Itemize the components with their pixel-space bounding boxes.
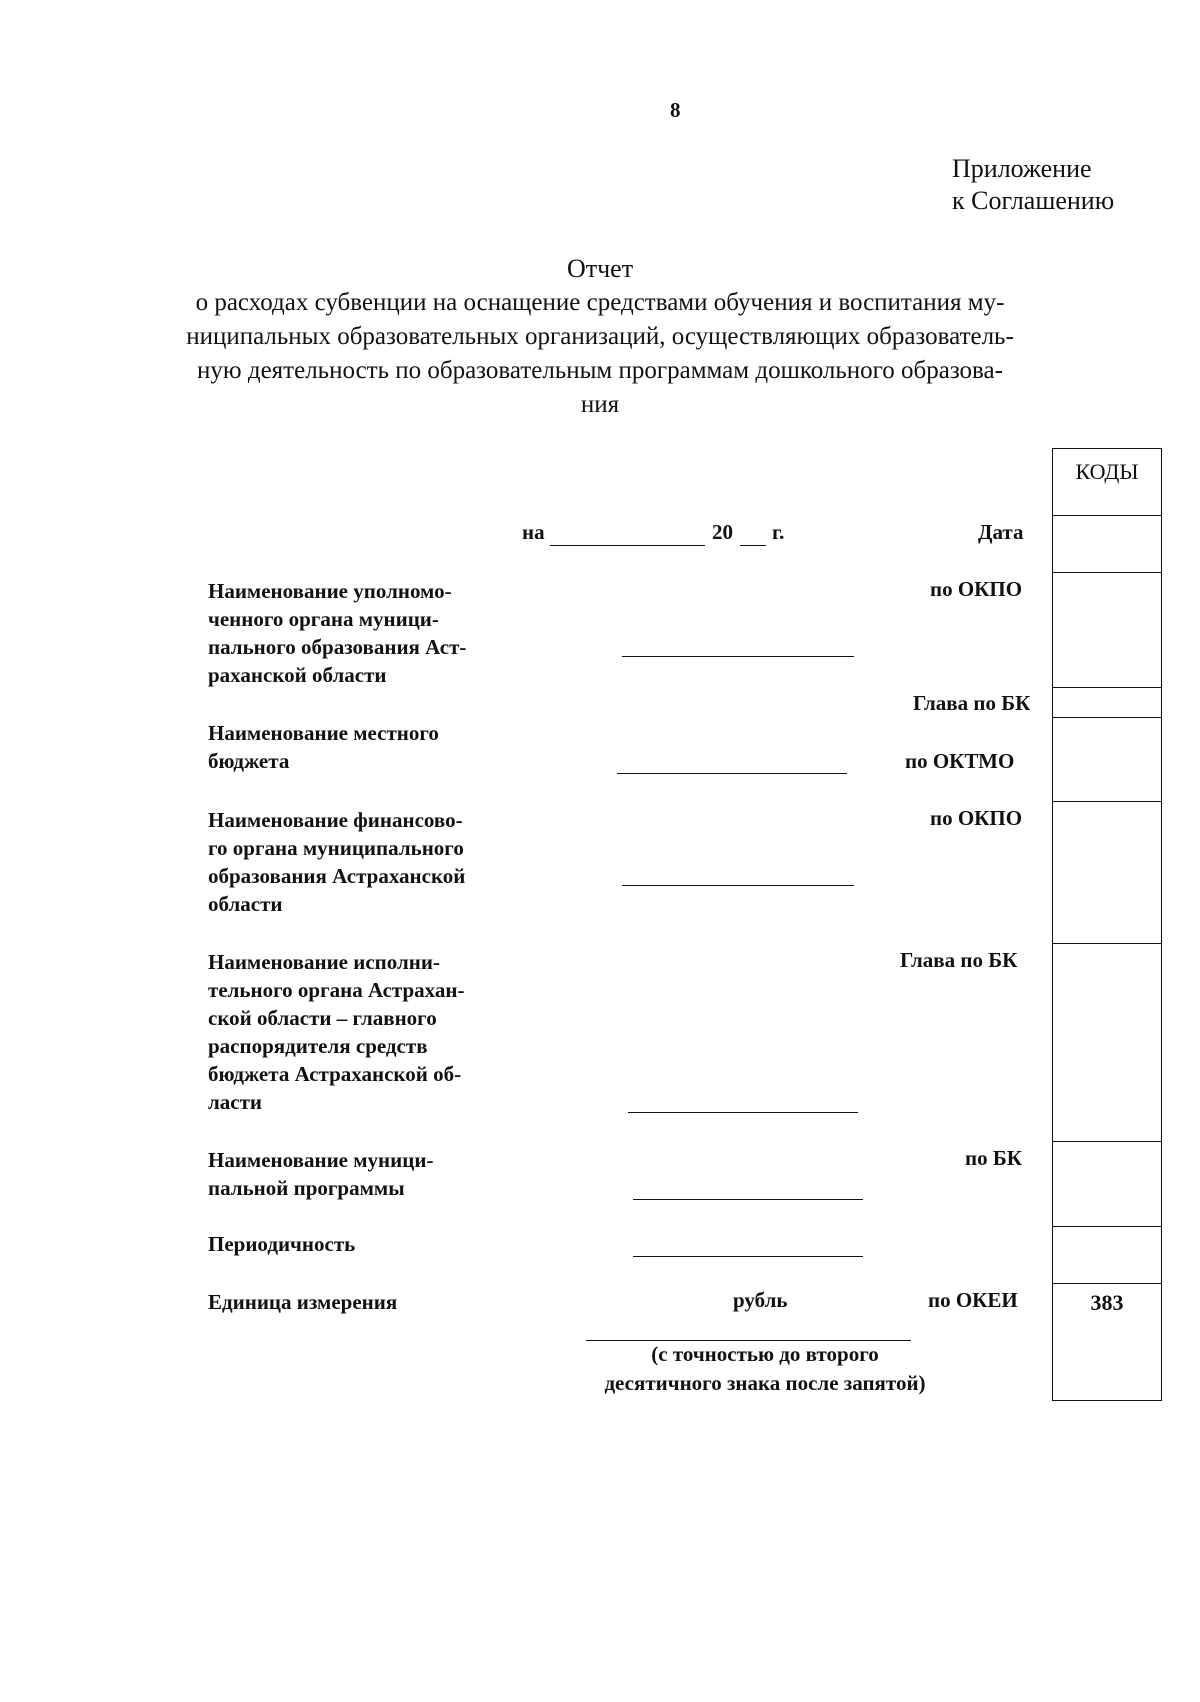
code-cell-date [1052,516,1162,573]
page-number: 8 [670,98,681,122]
field-label-line: бюджета Астраханской об- [208,1062,462,1086]
field-local-budget-input[interactable] [617,773,847,774]
field-label-line: раханской области [208,663,387,687]
field-executive-body-input[interactable] [628,1112,858,1113]
code-cell-glava-bk-2 [1052,944,1162,1142]
code-label-date: Дата [978,520,1024,544]
field-label-line: Наименование местного [208,721,439,745]
report-title-line-1: о расходах субвенции на оснащение средствами обучения и воспитания му- [195,289,1005,316]
unit-note-line-1: (с точностью до второго [651,1342,879,1366]
field-executive-body-label [208,948,464,1116]
code-cell-empty [1052,1227,1162,1284]
field-label-line: Наименование исполни- [208,950,440,974]
field-label-line: бюджета [208,749,290,773]
code-cell-oktmo [1052,718,1162,802]
field-label-line: ченного органа муници- [208,607,439,631]
field-financial-body-label [208,806,465,918]
code-label-okpo-2: по ОКПО [930,806,1023,830]
unit-note [570,1340,960,1398]
field-periodicity-label [208,1230,355,1258]
report-title-line-3: ную деятельность по образовательным программам дошкольного образова- [197,357,1003,384]
field-label-line: го органа муниципального [208,836,464,860]
field-label-line: ской области – главного [208,1006,437,1030]
report-title-line-2: ниципальных образовательных организаций, осуществляющих образователь- [186,323,1014,350]
field-local-budget-label [208,719,439,775]
field-label-line: ласти [208,1090,263,1114]
field-authorized-body-input[interactable] [622,656,854,657]
code-cell-okei [1052,1284,1162,1401]
field-municipal-program-input[interactable] [633,1199,863,1200]
codes-header: КОДЫ [1075,459,1139,484]
field-label-line: Наименование финансово- [208,808,463,832]
code-label-glava-bk-1: Глава по БК [913,691,1031,715]
period-date-line[interactable] [550,545,705,546]
code-cell-glava-bk-1 [1052,688,1162,718]
codes-header-cell [1052,448,1162,516]
appendix-label [952,153,1114,217]
field-label-line: Наименование уполномо- [208,579,452,603]
field-label-line: пальной программы [208,1176,405,1200]
code-label-okpo-1: по ОКПО [930,577,1023,601]
code-label-glava-bk-2: Глава по БК [900,948,1018,972]
field-financial-body-input[interactable] [622,885,854,886]
period-year-line[interactable] [740,545,766,546]
code-label-bk: по БК [965,1146,1022,1170]
field-label-line: Наименование муници- [208,1148,434,1172]
field-authorized-body-label [208,577,466,689]
field-municipal-program-label [208,1146,433,1202]
field-label-line: тельного органа Астрахан- [208,978,465,1002]
report-heading: Отчет [566,254,634,283]
appendix-line-1: Приложение [952,154,1092,183]
code-cell-okpo-2 [1052,802,1162,944]
field-label-line: образования Астраханской [208,864,466,888]
appendix-line-2: к Соглашению [952,186,1115,215]
period-year-prefix: 20 [712,520,733,544]
field-unit-label [208,1288,397,1316]
field-label-line: Периодичность [208,1232,356,1256]
report-title-line-4: ния [580,391,620,418]
field-label-line: Единица измерения [208,1290,398,1314]
okei-value: 383 [1090,1290,1124,1315]
unit-value: рубль [733,1288,788,1312]
code-label-okei: по ОКЕИ [928,1288,1018,1312]
period-year-suffix: г. [772,520,785,544]
report-title [170,252,1030,422]
unit-note-line-2: десятичного знака после запятой) [604,1371,926,1395]
field-label-line: распорядителя средств [208,1034,428,1058]
period-prefix: на [522,520,545,544]
field-periodicity-input[interactable] [633,1256,863,1257]
code-cell-okpo-1 [1052,573,1162,688]
field-label-line: пального образования Аст- [208,635,467,659]
code-cell-bk [1052,1142,1162,1227]
field-label-line: области [208,892,283,916]
code-label-oktmo: по ОКТМО [905,749,1015,773]
